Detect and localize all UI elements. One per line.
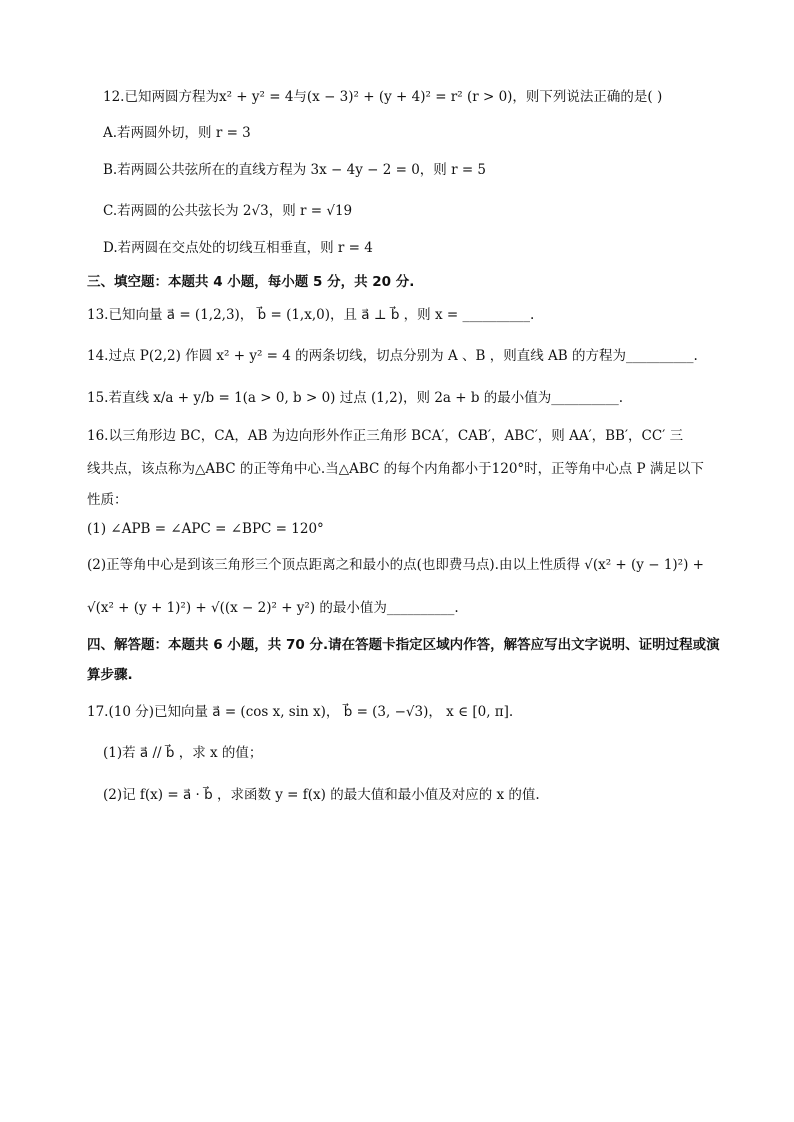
question-16-expression: √(x² + (y + 1)²) + √((x − 2)² + y²) 的最小值为__________. <box>87 600 459 616</box>
question-16-property-2: (2)正等角中心是到该三角形三个顶点距离之和最小的点(也即费马点).由以上性质得 √(x² + (y − 1)²) + <box>87 557 704 573</box>
section-4-heading-line-1: 四、解答题：本题共 6 小题，共 70 分.请在答题卡指定区域内作答，解答应写出文字说明、证明过程或演 <box>87 637 720 653</box>
question-17-part-1: (1)若 a⃗ // b⃗ ，求 x 的值； <box>103 745 263 761</box>
section-3-heading: 三、填空题：本题共 4 小题，每小题 5 分，共 20 分. <box>87 274 415 290</box>
question-12-option-c: C.若两圆的公共弦长为 2√3，则 r = √19 <box>103 203 353 219</box>
question-12-option-b: B.若两圆公共弦所在的直线方程为 3x − 4y − 2 = 0，则 r = 5 <box>103 162 487 178</box>
question-14: 14.过点 P(2,2) 作圆 x² + y² = 4 的两条切线，切点分别为 A 、B ，则直线 AB 的方程为__________. <box>87 348 698 364</box>
question-15: 15.若直线 x/a + y/b = 1(a > 0, b > 0) 过点 (1,2)，则 2a + b 的最小值为__________. <box>87 390 624 406</box>
question-12-option-d: D.若两圆在交点处的切线互相垂直，则 r = 4 <box>103 240 373 256</box>
question-16-line-3: 性质： <box>87 492 128 508</box>
question-13: 13.已知向量 a⃗ = (1,2,3)， b⃗ = (1,x,0)，且 a⃗ ⊥ b⃗ ，则 x = __________. <box>87 307 535 323</box>
question-16-line-1: 16.以三角形边 BC，CA，AB 为边向形外作正三角形 BCA′，CAB′，ABC′，则 AA′，BB′，CC′ 三 <box>87 428 684 444</box>
question-12-stem: 12.已知两圆方程为x² + y² = 4与(x − 3)² + (y + 4)² = r² (r > 0)，则下列说法正确的是( ) <box>103 89 663 105</box>
question-17-stem: 17.(10 分)已知向量 a⃗ = (cos x, sin x)， b⃗ = (3, −√3)， x ∈ [0, π]. <box>87 704 514 720</box>
section-4-heading-line-2: 算步骤. <box>87 667 133 683</box>
question-16-line-2: 线共点，该点称为△ABC 的正等角中心.当△ABC 的每个内角都小于120°时，正等角中心点 P 满足以下 <box>87 461 704 477</box>
question-12-option-a: A.若两圆外切，则 r = 3 <box>103 125 251 141</box>
question-17-part-2: (2)记 f(x) = a⃗ · b⃗ ，求函数 y = f(x) 的最大值和最小值及对应的 x 的值. <box>103 787 540 803</box>
question-16-property-1: (1) ∠APB = ∠APC = ∠BPC = 120° <box>87 521 324 537</box>
